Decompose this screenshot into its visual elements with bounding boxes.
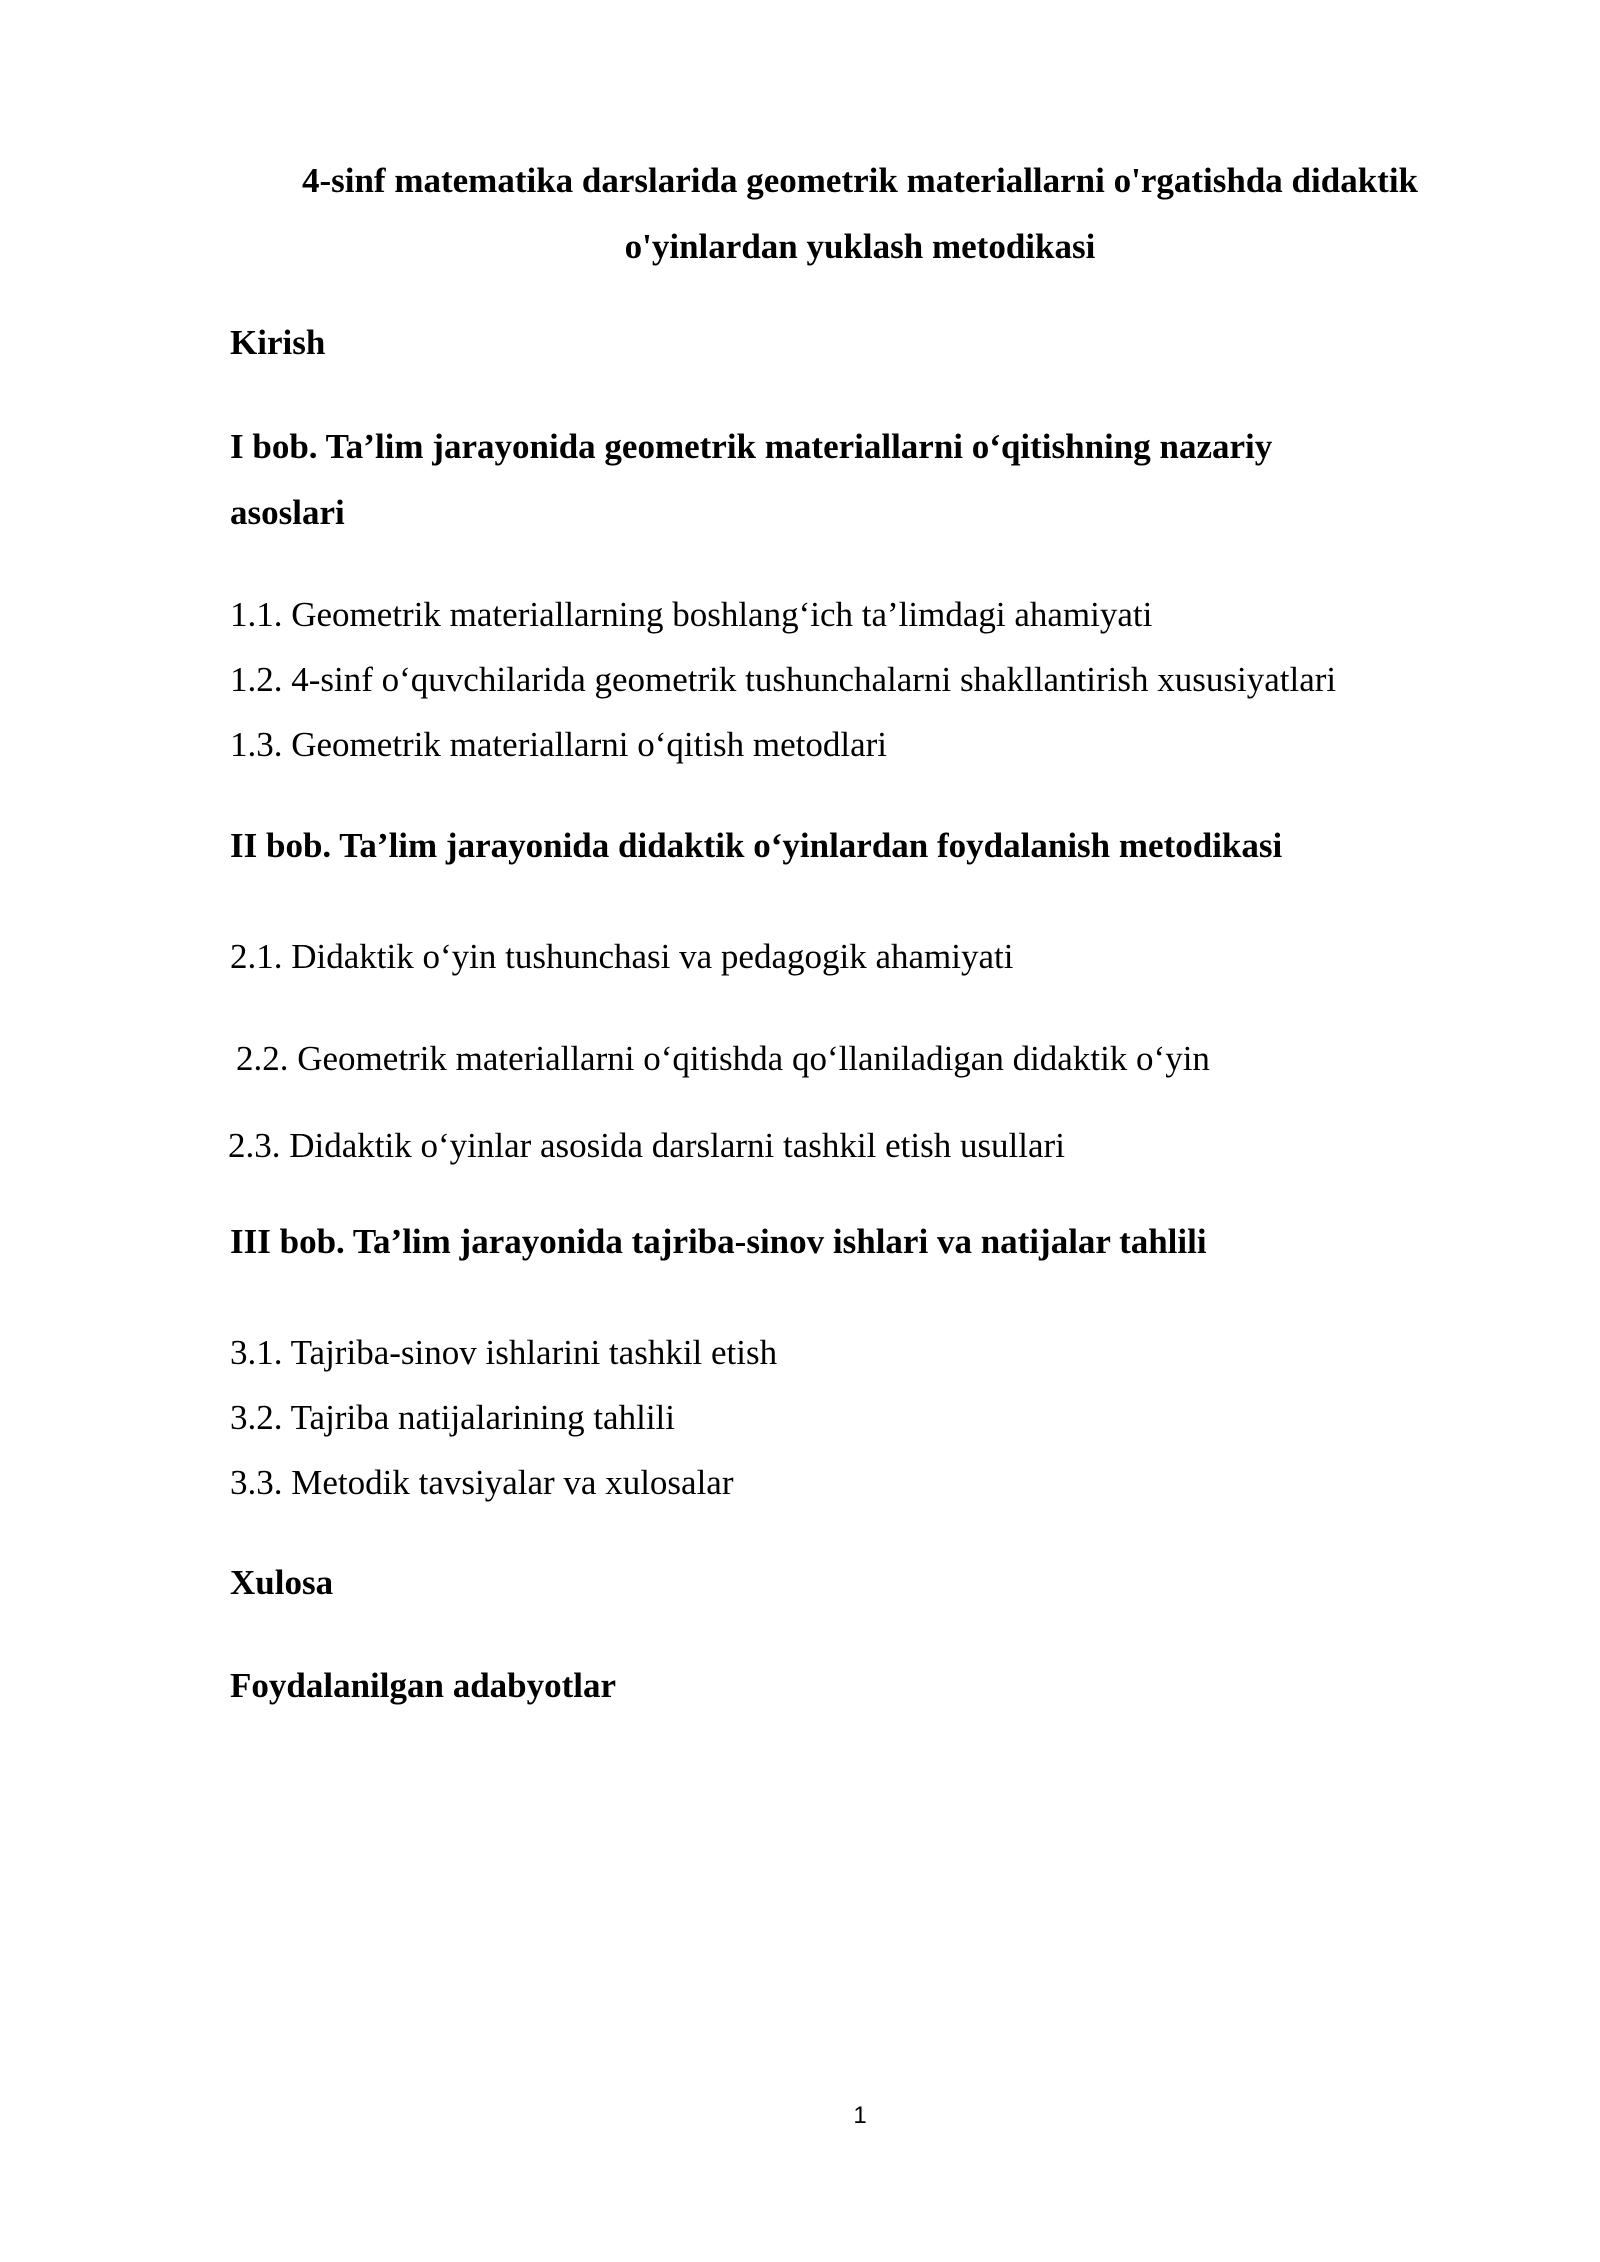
- toc-intro: Kirish: [230, 323, 326, 362]
- chapter-1-title-line-1: I bob. Ta’lim jarayonida geometrik materiallarni o‘qitishning nazariy: [230, 427, 1273, 466]
- chapter-3-title: III bob. Ta’lim jarayonida tajriba-sinov ishlari va natijalar tahlili: [230, 1222, 1207, 1261]
- toc-conclusion: Xulosa: [230, 1563, 334, 1602]
- toc-item-1-2: 1.2. 4-sinf o‘quvchilarida geometrik tushunchalarni shakllantirish xususiyatlari: [230, 660, 1337, 699]
- title-line-1: 4-sinf matematika darslarida geometrik materiallarni o'rgatishda didaktik: [301, 161, 1419, 200]
- chapter-1-title-line-2: asoslari: [230, 493, 345, 532]
- toc-item-2-1: 2.1. Didaktik o‘yin tushunchasi va pedagogik ahamiyati: [230, 937, 1014, 976]
- toc-item-1-1: 1.1. Geometrik materiallarning boshlang‘ich ta’limdagi ahamiyati: [230, 595, 1153, 634]
- toc-item-3-2: 3.2. Tajriba natijalarining tahlili: [230, 1398, 675, 1437]
- toc-item-3-3: 3.3. Metodik tavsiyalar va xulosalar: [230, 1463, 734, 1502]
- toc-item-3-1: 3.1. Tajriba-sinov ishlarini tashkil etish: [230, 1333, 778, 1372]
- title-line-2: o'yinlardan yuklash metodikasi: [624, 227, 1096, 266]
- toc-item-1-3: 1.3. Geometrik materiallarni o‘qitish metodlari: [230, 725, 888, 764]
- toc-item-2-3: 2.3. Didaktik o‘yinlar asosida darslarni tashkil etish usullari: [228, 1126, 1065, 1165]
- document-title: [200, 148, 1520, 280]
- toc-references: Foydalanilgan adabyotlar: [230, 1666, 617, 1705]
- toc-item-2-2: 2.2. Geometrik materiallarni o‘qitishda qo‘llaniladigan didaktik o‘yin: [236, 1039, 1210, 1078]
- page-number: 1: [853, 2102, 867, 2129]
- chapter-1-title: [230, 414, 1430, 546]
- chapter-2-title: II bob. Ta’lim jarayonida didaktik o‘yinlardan foydalanish metodikasi: [230, 826, 1283, 865]
